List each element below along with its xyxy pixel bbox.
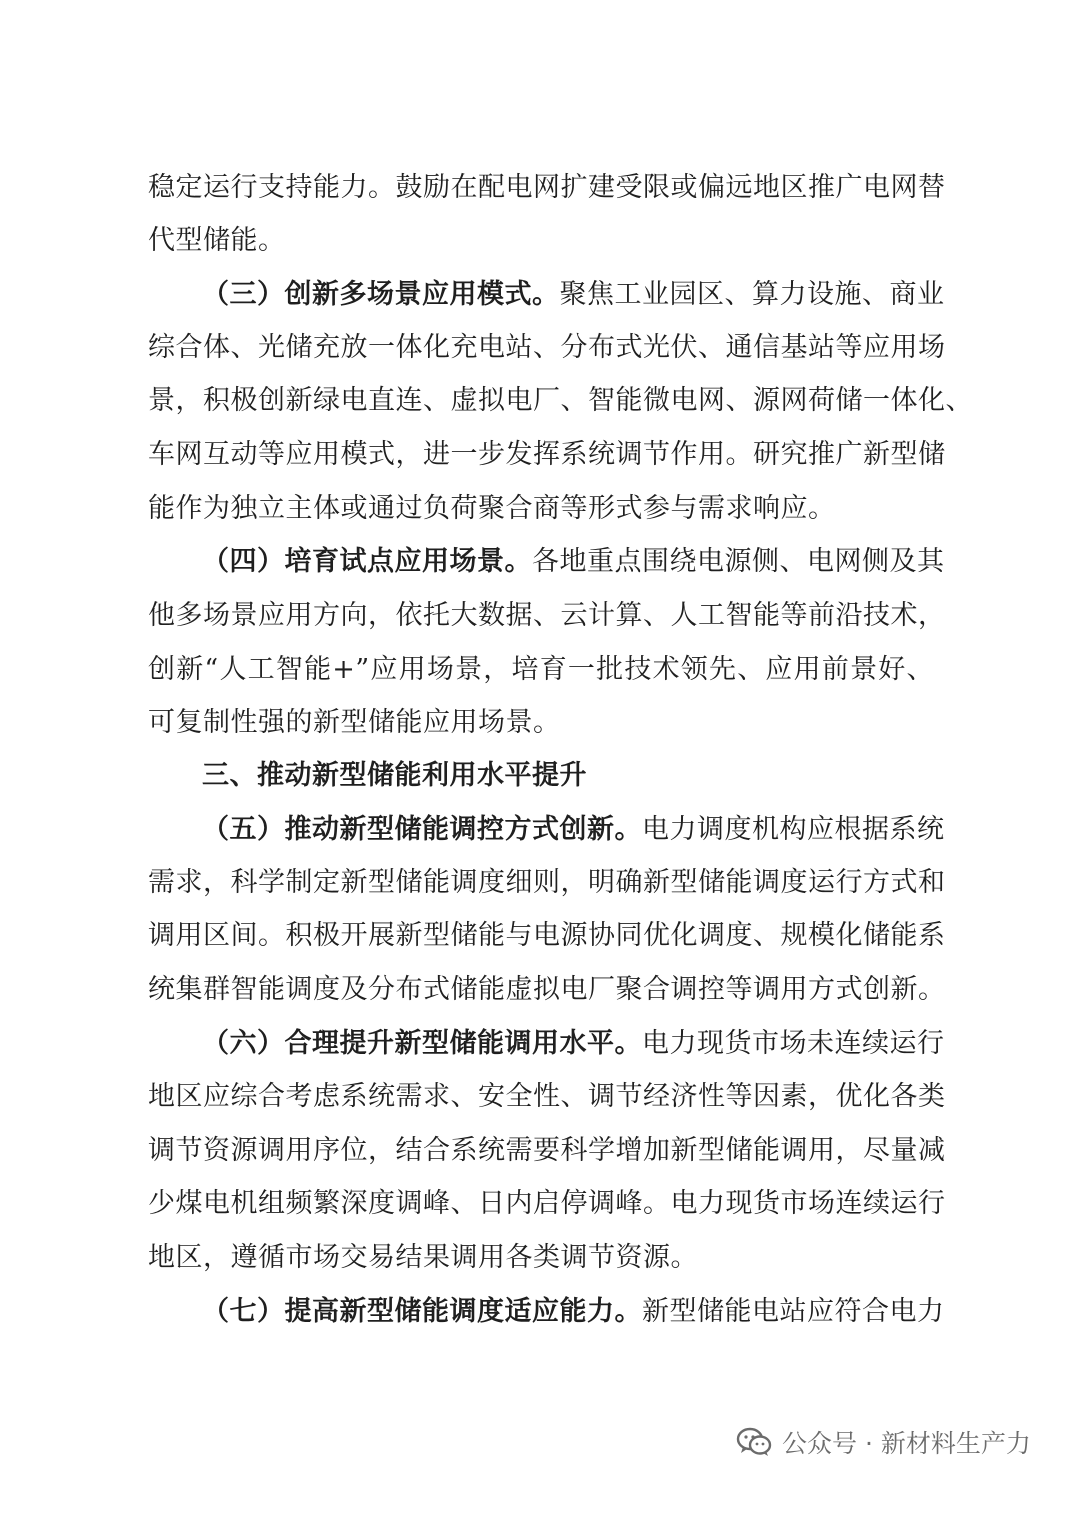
wechat-icon [736, 1426, 772, 1458]
paragraph-text: 创新“人工智能+”应用场景，培育一批技术领先、应用前景好、 [148, 654, 934, 685]
paragraph-line [202, 268, 945, 321]
paragraph-line [148, 482, 934, 535]
paragraph-line [148, 214, 934, 267]
paragraph-text: 地区，遵循市场交易结果调用各类调节资源。 [148, 1242, 698, 1273]
paragraph-text: 可复制性强的新型储能应用场景。 [148, 707, 561, 738]
paragraph-text: 能作为独立主体或通过负荷聚合商等形式参与需求响应。 [148, 493, 836, 524]
paragraph-line [148, 1177, 946, 1230]
paragraph-line [148, 909, 946, 962]
paragraph-text: 新型储能电站应符合电力 [642, 1296, 945, 1327]
watermark [736, 1418, 1031, 1466]
paragraph-text: 车网互动等应用模式，进一步发挥系统调节作用。研究推广新型储 [148, 439, 946, 470]
paragraph-line [148, 589, 946, 642]
paragraph-line [148, 428, 946, 481]
subsection-title: （五）推动新型储能调控方式创新。 [202, 814, 642, 845]
paragraph-line [202, 1285, 945, 1338]
paragraph-line [148, 696, 934, 749]
paragraph-line [202, 1017, 945, 1070]
paragraph-line [148, 161, 946, 214]
section-heading-text: 三、推动新型储能利用水平提升 [202, 760, 587, 791]
paragraph-text: 各地重点围绕电源侧、电网侧及其 [532, 546, 945, 577]
paragraph-text: 综合体、光储充放一体化充电站、分布式光伏、通信基站等应用场 [148, 332, 946, 363]
paragraph-text: 聚焦工业园区、算力设施、商业 [559, 279, 945, 310]
paragraph-line [148, 374, 973, 427]
paragraph-text: 他多场景应用方向，依托大数据、云计算、人工智能等前沿技术， [148, 600, 946, 631]
paragraph-line [148, 856, 946, 909]
paragraph-text: 景，积极创新绿电直连、虚拟电厂、智能微电网、源网荷储一体化、 [148, 385, 973, 416]
subsection-title: （三）创新多场景应用模式。 [202, 279, 560, 310]
paragraph-text: 少煤电机组频繁深度调峰、日内启停调峰。电力现货市场连续运行 [148, 1188, 946, 1219]
subsection-title: （六）合理提升新型储能调用水平。 [202, 1028, 642, 1059]
paragraph-line [148, 1231, 934, 1284]
paragraph-line [148, 963, 946, 1016]
paragraph-line [148, 643, 934, 696]
paragraph-text: 地区应综合考虑系统需求、安全性、调节经济性等因素，优化各类 [148, 1081, 946, 1112]
watermark-text: 公众号 · 新材料生产力 [782, 1429, 1031, 1458]
subsection-title: （七）提高新型储能调度适应能力。 [202, 1296, 642, 1327]
paragraph-text: 调节资源调用序位，结合系统需要科学增加新型储能调用，尽量减 [148, 1135, 946, 1166]
paragraph-text: 电力现货市场未连续运行 [642, 1028, 945, 1059]
paragraph-text: 调用区间。积极开展新型储能与电源协同优化调度、规模化储能系 [148, 920, 946, 951]
subsection-title: （四）培育试点应用场景。 [202, 546, 532, 577]
paragraph-line [202, 535, 945, 588]
paragraph-line [148, 1070, 946, 1123]
paragraph-line [202, 803, 945, 856]
paragraph-text: 代型储能。 [148, 225, 286, 256]
paragraph-line [148, 1124, 946, 1177]
paragraph-text: 电力调度机构应根据系统 [642, 814, 945, 845]
section-heading [202, 749, 934, 802]
paragraph-line [148, 321, 946, 374]
paragraph-text: 统集群智能调度及分布式储能虚拟电厂聚合调控等调用方式创新。 [148, 974, 946, 1005]
paragraph-text: 需求，科学制定新型储能调度细则，明确新型储能调度运行方式和 [148, 867, 946, 898]
paragraph-text: 稳定运行支持能力。鼓励在配电网扩建受限或偏远地区推广电网替 [148, 172, 946, 203]
